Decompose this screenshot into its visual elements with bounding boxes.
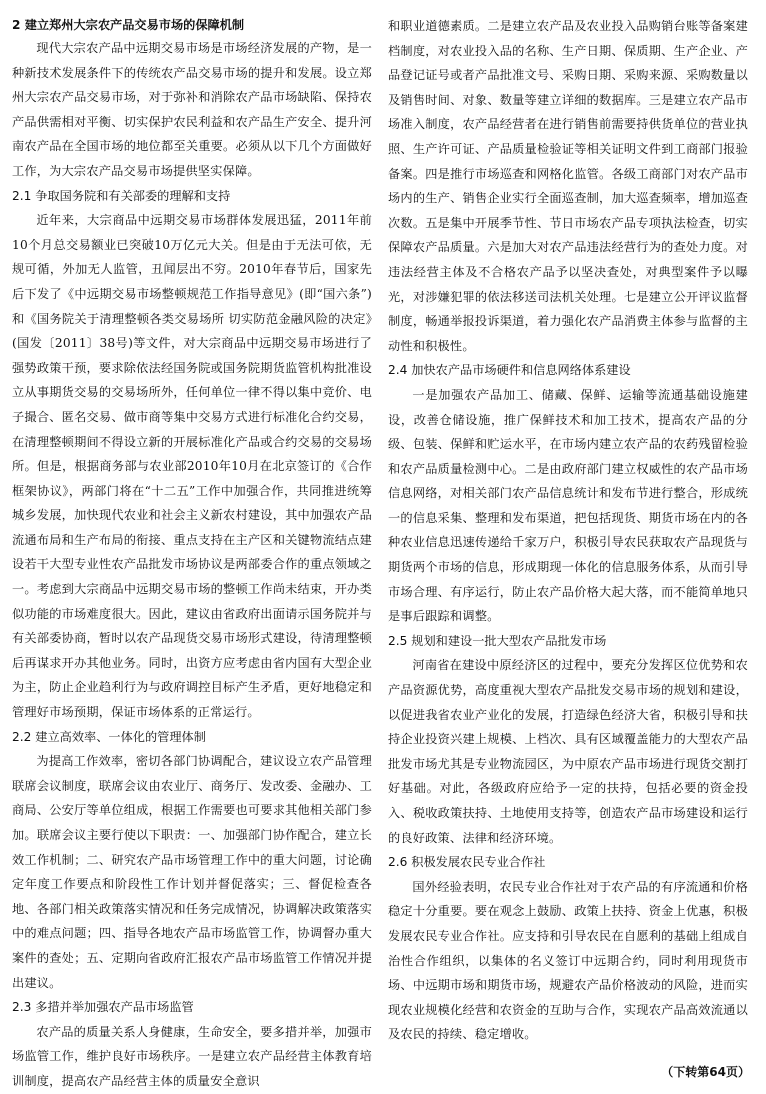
- section-title: 2 建立郑州大宗农产品交易市场的保障机制: [12, 18, 245, 32]
- subsection-heading-2-5: 2.5 规划和建设一批大型农产品批发市场: [388, 633, 607, 648]
- paragraph-2-5: 河南省在建设中原经济区的过程中，要充分发挥区位优势和农产品资源优势，高度重视大型农产品批发交易市场的规划和建设，以促进我省农业产业化的发展，打造绿色经济大省，积极引导和扶持企业投资兴建上规模、上档次、具有区域覆盖能力的大型农产品批发市场尤其是专业物流园区，为中原农产品市场进行现货交割打好基础。对此，各级政府应给予一定的扶持，包括必要的资金投入、税收政策扶持、土地使用支持等，创造农产品市场建设和运行的良好政策、法律和经济环境。: [388, 658, 748, 845]
- subsection-heading-2-2: 2.2 建立高效率、一体化的管理体制: [12, 729, 206, 744]
- paragraph-2-6: 国外经验表明，农民专业合作社对于农产品的有序流通和价格稳定十分重要。要在观念上鼓励、政策上扶持、资金上优惠，积极发展农民专业合作社。应支持和引导农民在自愿利的基础上组成自治性合作组织，以集体的名义签订中远期合约，同时利用现货市场、中远期市场和期货市场，规避农产品价格波动的风险，进而实现农业规模化经营和农资金的互助与合作，实现农产品高效流通以及农民的持续、稳定增收。: [388, 879, 748, 1042]
- subsection-heading-2-1: 2.1 争取国务院和有关部委的理解和支持: [12, 188, 231, 203]
- intro-paragraph: 现代大宗农产品中远期交易市场是市场经济发展的产物，是一种新技术发展条件下的传统农产品交易市场的提升和发展。设立郑州大宗农产品交易市场，对于弥补和消除农产品市场缺陷、保持农产品供需相对平衡、切实保护农民利益和农产品生产安全、提升河南农产品在全国市场的地位都至关重要。必须从以下几个方面做好工作，为大宗农产品交易市场提供坚实保障。: [12, 41, 372, 178]
- subsection-heading-2-6: 2.6 积极发展农民专业合作社: [388, 855, 546, 870]
- subsection-heading-2-3: 2.3 多措并举加强农产品市场监管: [12, 1000, 194, 1015]
- paragraph-2-3: 农产品的质量关系人身健康，生命安全，要多措并举，加强市场监管工作，维护良好市场秩序。一是建立农产品经营主体教育培训制度，提高农产品经营主体的质量安全意识: [12, 1024, 372, 1088]
- paragraph-2-3-continued: 和职业道德素质。二是建立农产品及农业投入品购销台账等备案建档制度，对农业投入品的名称、生产日期、保质期、生产企业、产品登记证号或者产品批准文号、采购日期、采购来源、采购数量以及销售时间、对象、数量等建立详细的数据库。三是建立农产品市场准入制度，农产品经营者在进行销售前需要持供货单位的营业执照、生产许可证、产品质量检验证等相关证明文件到工商部门报验备案。四是推行市场巡查和网格化监管。各级工商部门对农产品市场内的生产、销售企业实行全面巡查制，加大巡查频率，增加巡查次数。五是集中开展季节性、节日市场农产品专项执法检查，切实保障农产品质量。六是加大对农产品违法经营行为的查处力度。对违法经营主体及不合格农产品予以坚决查处，对典型案件予以曝光，对涉嫌犯罪的依法移送司法机关处理。七是建立公开评议监督制度，畅通举报投诉渠道，着力强化农产品消费主体参与监督的主动性和积极性。: [388, 19, 748, 353]
- paragraph-2-1: 近年来，大宗商品中远期交易市场群体发展迅猛，2011年前10个月总交易额业已突破10万亿元大关。但是由于无法可依，无规可循，外加无人监管，丑闻层出不穷。2010年春节后，国家先后下发了《中远期交易市场整顿规范工作指导意见》(即“国六条”)和《国务院关于清理整顿各类交易场所 切实防范金融风险的决定》(国发〔2011〕38号)等文件，对大宗商品中远期交易市场进行了强势政策干预，要求除依法经国务院或国务院期货监管机构批准设立从事期货交易的交易场所外，任何单位一律不得以集中竞价、电子撮合、匿名交易、做市商等集中交易方式进行标准化合约交易，在清理整顿期间不得设立新的开展标准化产品或合约交易的交易场所。但是，根据商务部与农业部2010年10月在北京签订的《合作框架协议》，两部门将在“十二五”工作中加强合作，共同推进统筹城乡发展，加快现代农业和社会主义新农村建设，其中加强农产品流通布局和生产布局的衔接、重点支持在主产区和关键物流结点建设若干大型专业性农产品批发市场协议是两部委合作的重点领域之一。考虑到大宗商品中远期交易市场的整顿工作尚未结束，开办类似功能的市场难度很大。因此，建议由省政府出面请示国务院并与有关部委协商，暂时以农产品现货交易市场形式建设，待清理整顿后再谋求开办其他业务。同时，出资方应考虑由省内国有大型企业为主，防止企业趋利行为与政府调控目标产生矛盾，更好地稳定和管理好市场预期，保证市场体系的正常运行。: [12, 213, 372, 720]
- paragraph-2-4: 一是加强农产品加工、储藏、保鲜、运输等流通基础设施建设，改善仓储设施，推广保鲜技术和加工技术，提高农产品的分级、包装、保鲜和贮运水平，在市场内建立农产品的农药残留检验和农产品质量检测中心。二是由政府部门建立权威性的农产品市场信息网络，对相关部门农产品信息统计和发布节进行整合，形成统一的信息采集、整理和发布渠道，把包括现货、期货市场在内的各种农业信息迅速传递给千家万户，积极引导农民获取农产品现货与期货两个市场的信息，形成期现一体化的信息服务体系，从而引导市场合理、有序运行，防止农产品价格大起大落，而不能简单地只是事后跟踪和调整。: [388, 387, 748, 624]
- paragraph-2-2: 为提高工作效率，密切各部门协调配合，建议设立农产品管理联席会议制度，联席会议由农业厅、商务厅、发改委、金融办、工商局、公安厅等单位组成，根据工作需要也可要求其他相关部门参加。联席会议主要行使以下职责：一、加强部门协作配合，建立长效工作机制；二、研究农产品市场管理工作中的重大问题，讨论确定年度工作要点和阶段性工作计划并督促落实；三、督促检查各地、各部门相关政策落实情况和任务完成情况，协调解决政策落实中的难点问题；四、指导各地农产品市场监管工作，协调督办重大案件的查处；五、定期向省政府汇报农产品市场监管工作情况并提出建议。: [12, 754, 372, 990]
- right-column: [388, 14, 748, 1078]
- subsection-heading-2-4: 2.4 加快农产品市场硬件和信息网络体系建设: [388, 363, 631, 378]
- left-column: [12, 14, 372, 1088]
- continued-on-page-note: （下转第64页）: [661, 1065, 750, 1079]
